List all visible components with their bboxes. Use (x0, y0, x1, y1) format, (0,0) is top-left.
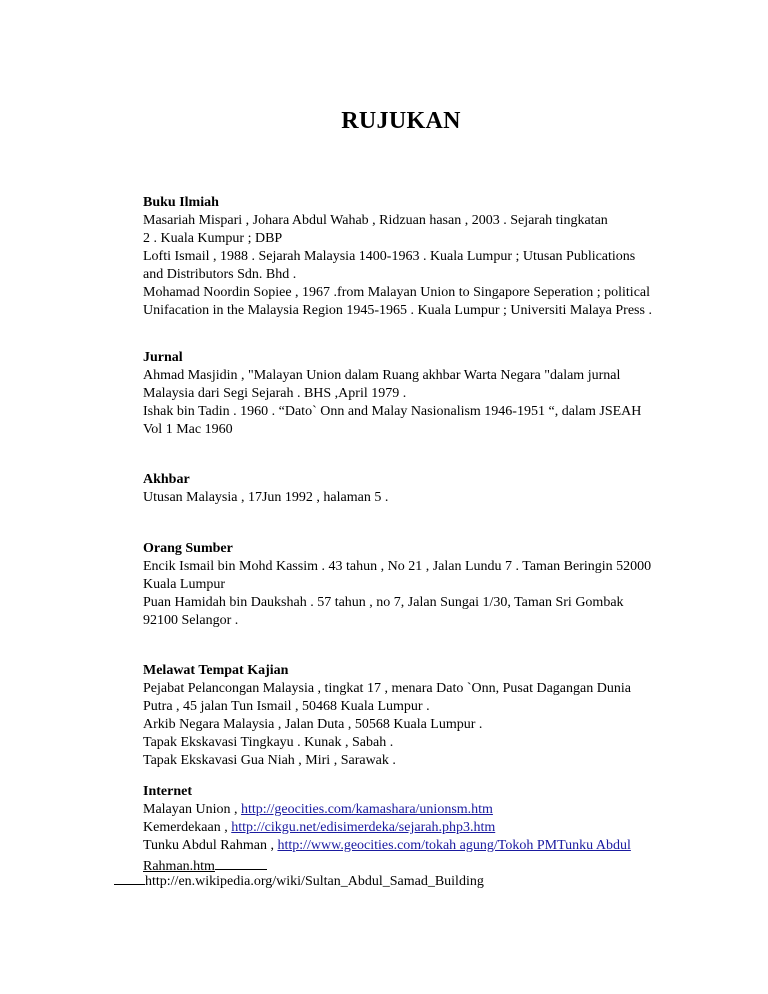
reference-line: Malaysia dari Segi Sejarah . BHS ,April 1979 . (143, 386, 407, 401)
section-buku-ilmiah (143, 194, 703, 320)
reference-label: Kemerdekaan , (143, 820, 232, 835)
reference-line: Unifacation in the Malaysia Region 1945-1965 . Kuala Lumpur ; Universiti Malaya Press . (143, 303, 652, 318)
hyperlink-tunku-abdul-rahman-cont[interactable]: Rahman.htm (143, 859, 215, 874)
reference-label: Malayan Union , (143, 802, 241, 817)
reference-line: Pejabat Pelancongan Malaysia , tingkat 17 , menara Dato `Onn, Pusat Dagangan Dunia (143, 681, 631, 696)
section-akhbar (143, 471, 703, 507)
reference-line (143, 819, 703, 837)
reference-line: Arkib Negara Malaysia , Jalan Duta , 50568 Kuala Lumpur . (143, 717, 483, 732)
underline-filler (215, 855, 267, 870)
section-heading: Akhbar (143, 472, 190, 487)
reference-label: Tunku Abdul Rahman , (143, 838, 278, 853)
reference-line: Vol 1 Mac 1960 (143, 422, 233, 437)
reference-line: Ahmad Masjidin , "Malayan Union dalam Ruang akhbar Warta Negara "dalam jurnal (143, 368, 621, 383)
reference-line: Lofti Ismail , 1988 . Sejarah Malaysia 1400-1963 . Kuala Lumpur ; Utusan Publications (143, 249, 636, 264)
section-melawat-tempat-kajian (143, 662, 703, 770)
reference-line (143, 837, 703, 855)
reference-line: Ishak bin Tadin . 1960 . “Dato` Onn and Malay Nasionalism 1946-1951 “, dalam JSEAH (143, 404, 642, 419)
section-heading: Orang Sumber (143, 541, 233, 556)
reference-line: Encik Ismail bin Mohd Kassim . 43 tahun , No 21 , Jalan Lundu 7 . Taman Beringin 52000 (143, 559, 652, 574)
reference-line: Tapak Ekskavasi Tingkayu . Kunak , Sabah . (143, 735, 394, 750)
section-heading: Melawat Tempat Kajian (143, 663, 289, 678)
section-internet (143, 783, 703, 876)
underline-filler (114, 871, 145, 885)
reference-line (143, 801, 703, 819)
reference-line: Puan Hamidah bin Daukshah . 57 tahun , no 7, Jalan Sungai 1/30, Taman Sri Gombak (143, 595, 624, 610)
reference-line: Utusan Malaysia , 17Jun 1992 , halaman 5 . (143, 490, 389, 505)
reference-line: 92100 Selangor . (143, 613, 239, 628)
section-heading: Jurnal (143, 350, 183, 365)
section-jurnal (143, 349, 703, 439)
hyperlink-malayan-union[interactable]: http://geocities.com/kamashara/unionsm.htm (240, 802, 493, 817)
reference-line-wikipedia (114, 871, 484, 891)
reference-line: Kuala Lumpur (143, 577, 226, 592)
hyperlink-tunku-abdul-rahman[interactable]: http://www.geocities.com/tokah agung/Tokoh PMTunku Abdul (277, 838, 631, 853)
reference-line: Putra , 45 jalan Tun Ismail , 50468 Kuala Lumpur . (143, 699, 430, 714)
reference-line: Mohamad Noordin Sopiee , 1967 .from Malayan Union to Singapore Seperation ; political (143, 285, 651, 300)
reference-line: Masariah Mispari , Johara Abdul Wahab , Ridzuan hasan , 2003 . Sejarah tingkatan (143, 213, 608, 228)
page-title: RUJUKAN (341, 108, 461, 134)
reference-line: Tapak Ekskavasi Gua Niah , Miri , Sarawak . (143, 753, 396, 768)
reference-line: 2 . Kuala Kumpur ; DBP (143, 231, 283, 246)
hyperlink-kemerdekaan[interactable]: http://cikgu.net/edisimerdeka/sejarah.php3.htm (231, 820, 496, 835)
section-heading: Internet (143, 784, 192, 799)
hyperlink-wikipedia[interactable]: http://en.wikipedia.org/wiki/Sultan_Abdul_Samad_Building (145, 874, 484, 889)
section-orang-sumber (143, 540, 703, 630)
reference-line: and Distributors Sdn. Bhd . (143, 267, 297, 282)
section-heading: Buku Ilmiah (143, 195, 219, 210)
